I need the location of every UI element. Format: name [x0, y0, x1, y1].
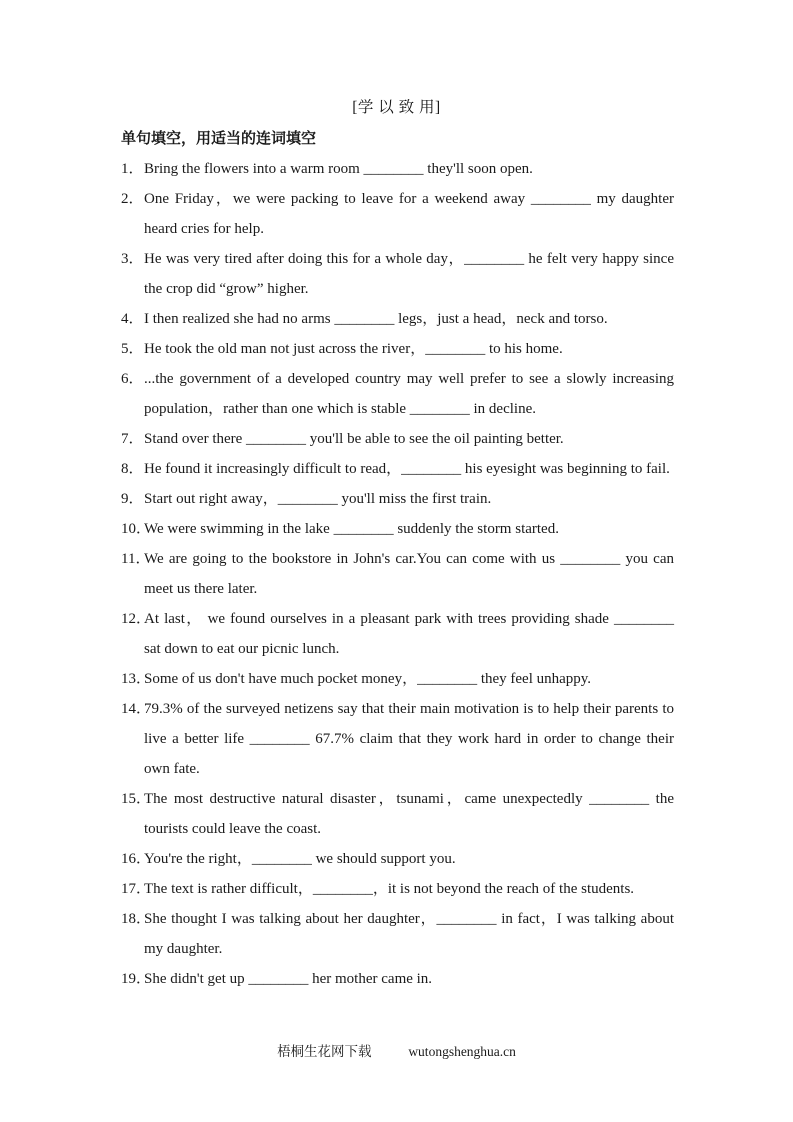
question-text: The text is rather difficult，________，it is not beyond the reach of the students. [144, 881, 635, 897]
question-number: 11． [121, 551, 151, 567]
question-item [121, 184, 674, 244]
question-item [121, 484, 674, 514]
question-item [121, 304, 674, 334]
question-text: He took the old man not just across the river，________ to his home. [144, 341, 563, 357]
question-item [121, 904, 674, 964]
question-number: 1． [121, 161, 144, 177]
question-item [121, 844, 674, 874]
question-number: 17． [121, 881, 152, 897]
question-number: 4． [121, 311, 144, 327]
question-number: 6． [121, 371, 144, 387]
question-number: 9． [121, 491, 144, 507]
question-number: 15． [121, 791, 152, 807]
question-item [121, 364, 674, 424]
question-number: 16． [121, 851, 152, 867]
question-text: Some of us don't have much pocket money，________ they feel unhappy. [144, 671, 592, 687]
question-number: 13． [121, 671, 152, 687]
question-number: 2． [121, 191, 144, 207]
question-list [121, 154, 674, 994]
footer-brand: 梧桐生花网下载 [277, 1044, 372, 1059]
question-text: Stand over there ________ you'll be able to see the oil painting better. [144, 431, 564, 447]
question-number: 12． [121, 611, 152, 627]
question-text: She thought I was talking about her daughter，________ in fact，I was talking about my daughter. [144, 911, 674, 957]
question-text: He was very tired after doing this for a whole day，________ he felt very happy since the crop did “grow” higher. [144, 251, 674, 297]
question-item [121, 874, 674, 904]
question-text: We were swimming in the lake ________ suddenly the storm started. [144, 521, 559, 537]
question-item [121, 784, 674, 844]
question-item [121, 244, 674, 304]
question-item [121, 604, 674, 664]
question-text: I then realized she had no arms ________ legs，just a head，neck and torso. [144, 311, 608, 327]
question-item [121, 544, 674, 604]
question-item [121, 964, 674, 994]
section-title: 单句填空，用适当的连词填空 [121, 129, 317, 147]
question-text: She didn't get up ________ her mother came in. [144, 971, 433, 987]
question-number: 3． [121, 251, 144, 267]
question-text: You're the right，________ we should support you. [144, 851, 456, 867]
question-text: Bring the flowers into a warm room ________ they'll soon open. [144, 161, 533, 177]
question-number: 14． [121, 701, 152, 717]
question-item [121, 454, 674, 484]
question-text: The most destructive natural disaster，tsunami，came unexpectedly ________ the tourists could leave the coast. [144, 791, 674, 837]
question-item [121, 514, 674, 544]
question-text: ...the government of a developed country may well prefer to see a slowly increasing population，rather than one which is stable ________ in decline. [144, 371, 674, 417]
question-text: We are going to the bookstore in John's car.You can come with us ________ you can meet us there later. [144, 551, 674, 597]
question-number: 5． [121, 341, 144, 357]
question-text: Start out right away，________ you'll miss the first train. [144, 491, 492, 507]
question-number: 8． [121, 461, 144, 477]
question-number: 19． [121, 971, 152, 987]
question-text: He found it increasingly difficult to read，________ his eyesight was beginning to fail. [144, 461, 670, 477]
question-item [121, 664, 674, 694]
question-number: 10． [121, 521, 152, 537]
question-number: 18． [121, 911, 152, 927]
question-text: 79.3% of the surveyed netizens say that their main motivation is to help their parents to live a better life ________ 67.7% claim that they work hard in order to change their own fate. [144, 701, 674, 777]
question-item [121, 694, 674, 784]
question-item [121, 334, 674, 364]
question-number: 7． [121, 431, 144, 447]
footer-site: wutongshenghua.cn [408, 1044, 516, 1059]
question-item [121, 154, 674, 184]
question-text: One Friday，we were packing to leave for a weekend away ________ my daughter heard cries for help. [144, 191, 674, 237]
question-text: At last， we found ourselves in a pleasant park with trees providing shade ________ sat down to eat our picnic lunch. [144, 611, 674, 657]
page-header: [学 以 致 用] [352, 99, 441, 116]
question-item [121, 424, 674, 454]
page-footer [0, 1040, 793, 1060]
